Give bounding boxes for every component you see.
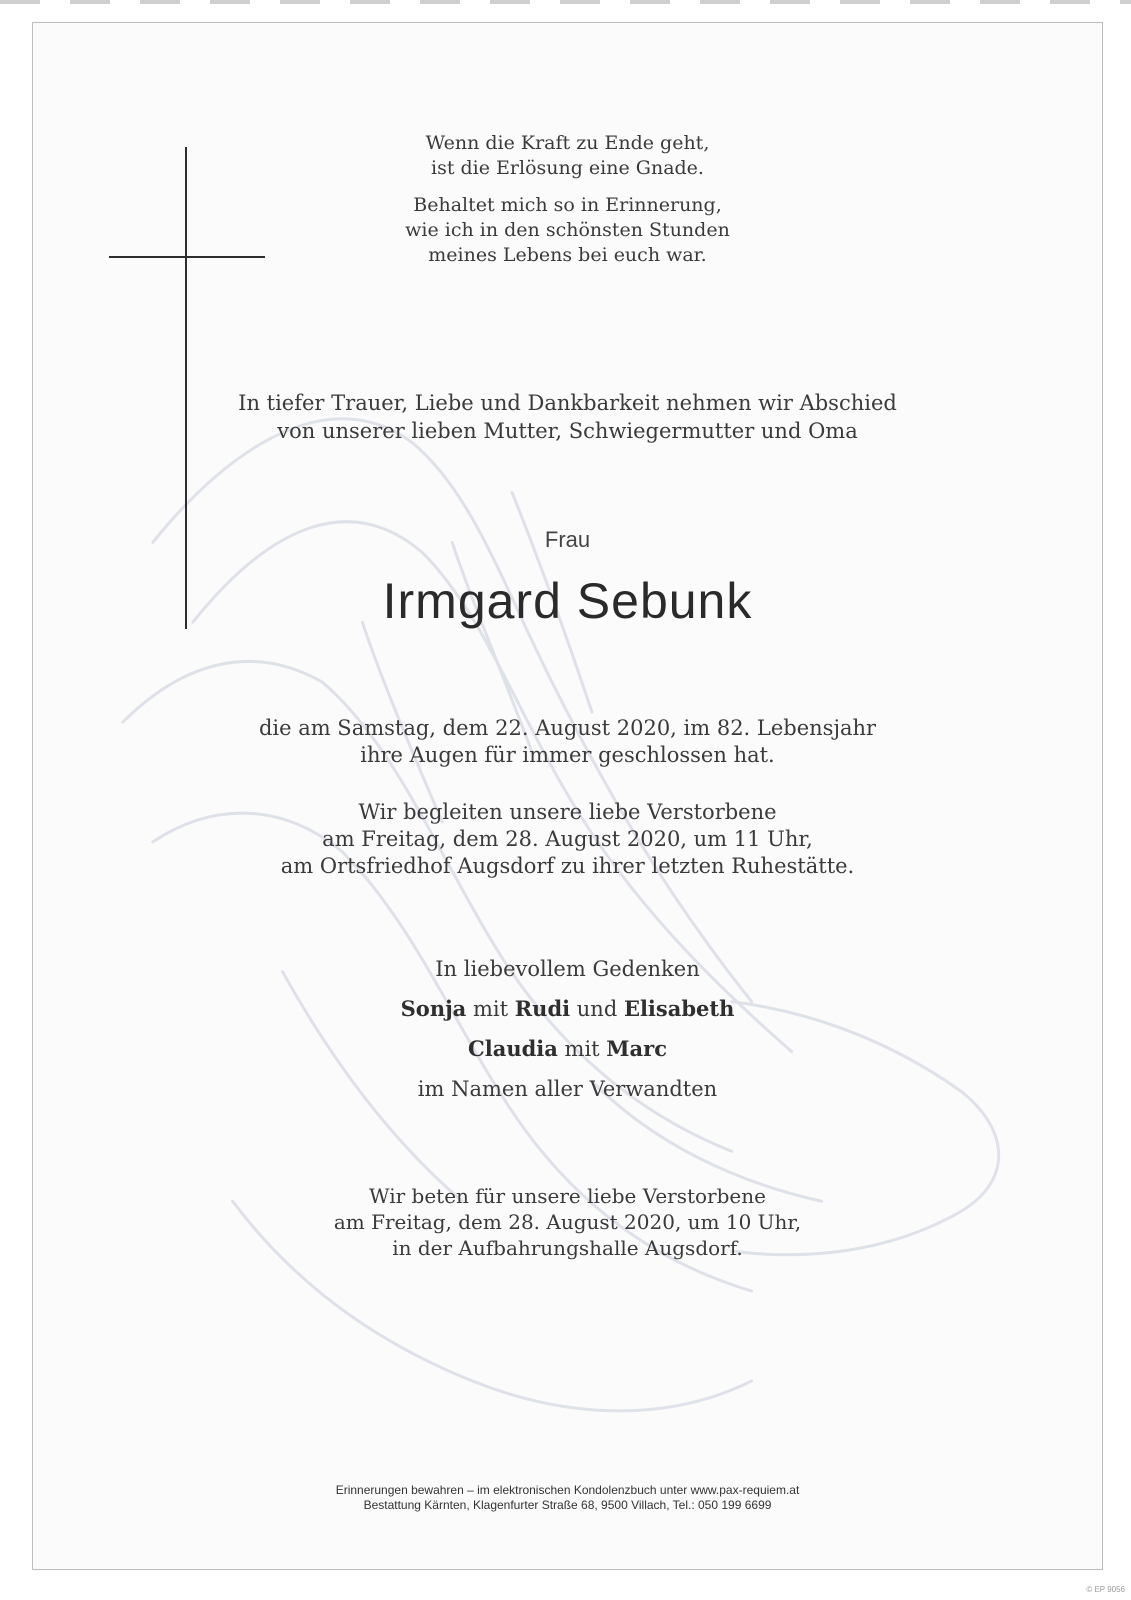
mourner-name: Sonja [400, 996, 467, 1021]
death-notice-line: die am Samstag, dem 22. August 2020, im 82. Lebensjahr [258, 716, 877, 740]
deceased-name: Irmgard Sebunk [382, 573, 753, 629]
mourner-connector: mit [466, 997, 515, 1021]
motto-line: ist die Erlösung eine Gnade. [431, 157, 704, 179]
prayer-line: am Freitag, dem 28. August 2020, um 10 Uhr, [333, 1210, 802, 1234]
scan-edge [0, 0, 1131, 4]
mourners-list [33, 949, 1102, 1109]
mourners-closing: im Namen aller Verwandten [417, 1077, 718, 1101]
mourners-line-1 [33, 989, 1102, 1029]
motto-stanza-2 [33, 193, 1102, 268]
death-notice-line: ihre Augen für immer geschlossen hat. [360, 743, 775, 767]
latin-cross-icon [33, 23, 293, 663]
mourner-connector: mit [557, 1037, 607, 1061]
obituary-card [32, 22, 1103, 1570]
footer-address-line: Bestattung Kärnten, Klagenfurter Straße 68, 9500 Villach, Tel.: 050 199 6699 [363, 1498, 772, 1512]
funeral-line: am Freitag, dem 28. August 2020, um 11 Uhr, [322, 827, 813, 851]
funeral-line: Wir begleiten unsere liebe Verstorbene [358, 800, 777, 824]
intro-line: In tiefer Trauer, Liebe und Dankbarkeit nehmen wir Abschied [238, 391, 897, 415]
mourners-heading: In liebevollem Gedenken [435, 957, 700, 981]
mourner-name: Rudi [514, 996, 571, 1021]
footer [33, 1483, 1102, 1513]
motto-line: meines Lebens bei euch war. [428, 244, 707, 266]
motto-stanza-1 [33, 131, 1102, 181]
motto-line: Wenn die Kraft zu Ende geht, [425, 132, 710, 154]
intro-line: von unserer lieben Mutter, Schwiegermutter und Oma [277, 419, 858, 443]
death-notice [33, 715, 1102, 769]
motto-line: Behaltet mich so in Erinnerung, [413, 194, 722, 216]
mourner-name: Elisabeth [623, 996, 735, 1021]
mourners-line-2 [33, 1029, 1102, 1069]
motto-line: wie ich in den schönsten Stunden [405, 219, 730, 241]
footer-condolence-line: Erinnerungen bewahren – im elektronischen Kondolenzbuch unter www.pax-requiem.at [335, 1483, 800, 1497]
mourner-name: Claudia [468, 1036, 558, 1061]
mourner-name: Marc [606, 1036, 667, 1061]
prayer-notice [33, 1183, 1102, 1261]
salutation: Frau [544, 527, 591, 552]
intro-text [33, 389, 1102, 445]
motto-verse [33, 131, 1102, 268]
template-code: © EP 9056 [1086, 1585, 1125, 1594]
funeral-line: am Ortsfriedhof Augsdorf zu ihrer letzten Ruhestätte. [280, 854, 855, 878]
prayer-line: Wir beten für unsere liebe Verstorbene [369, 1184, 766, 1208]
mourner-connector: und [570, 997, 624, 1021]
prayer-line: in der Aufbahrungshalle Augsdorf. [392, 1236, 743, 1260]
funeral-notice [33, 799, 1102, 880]
